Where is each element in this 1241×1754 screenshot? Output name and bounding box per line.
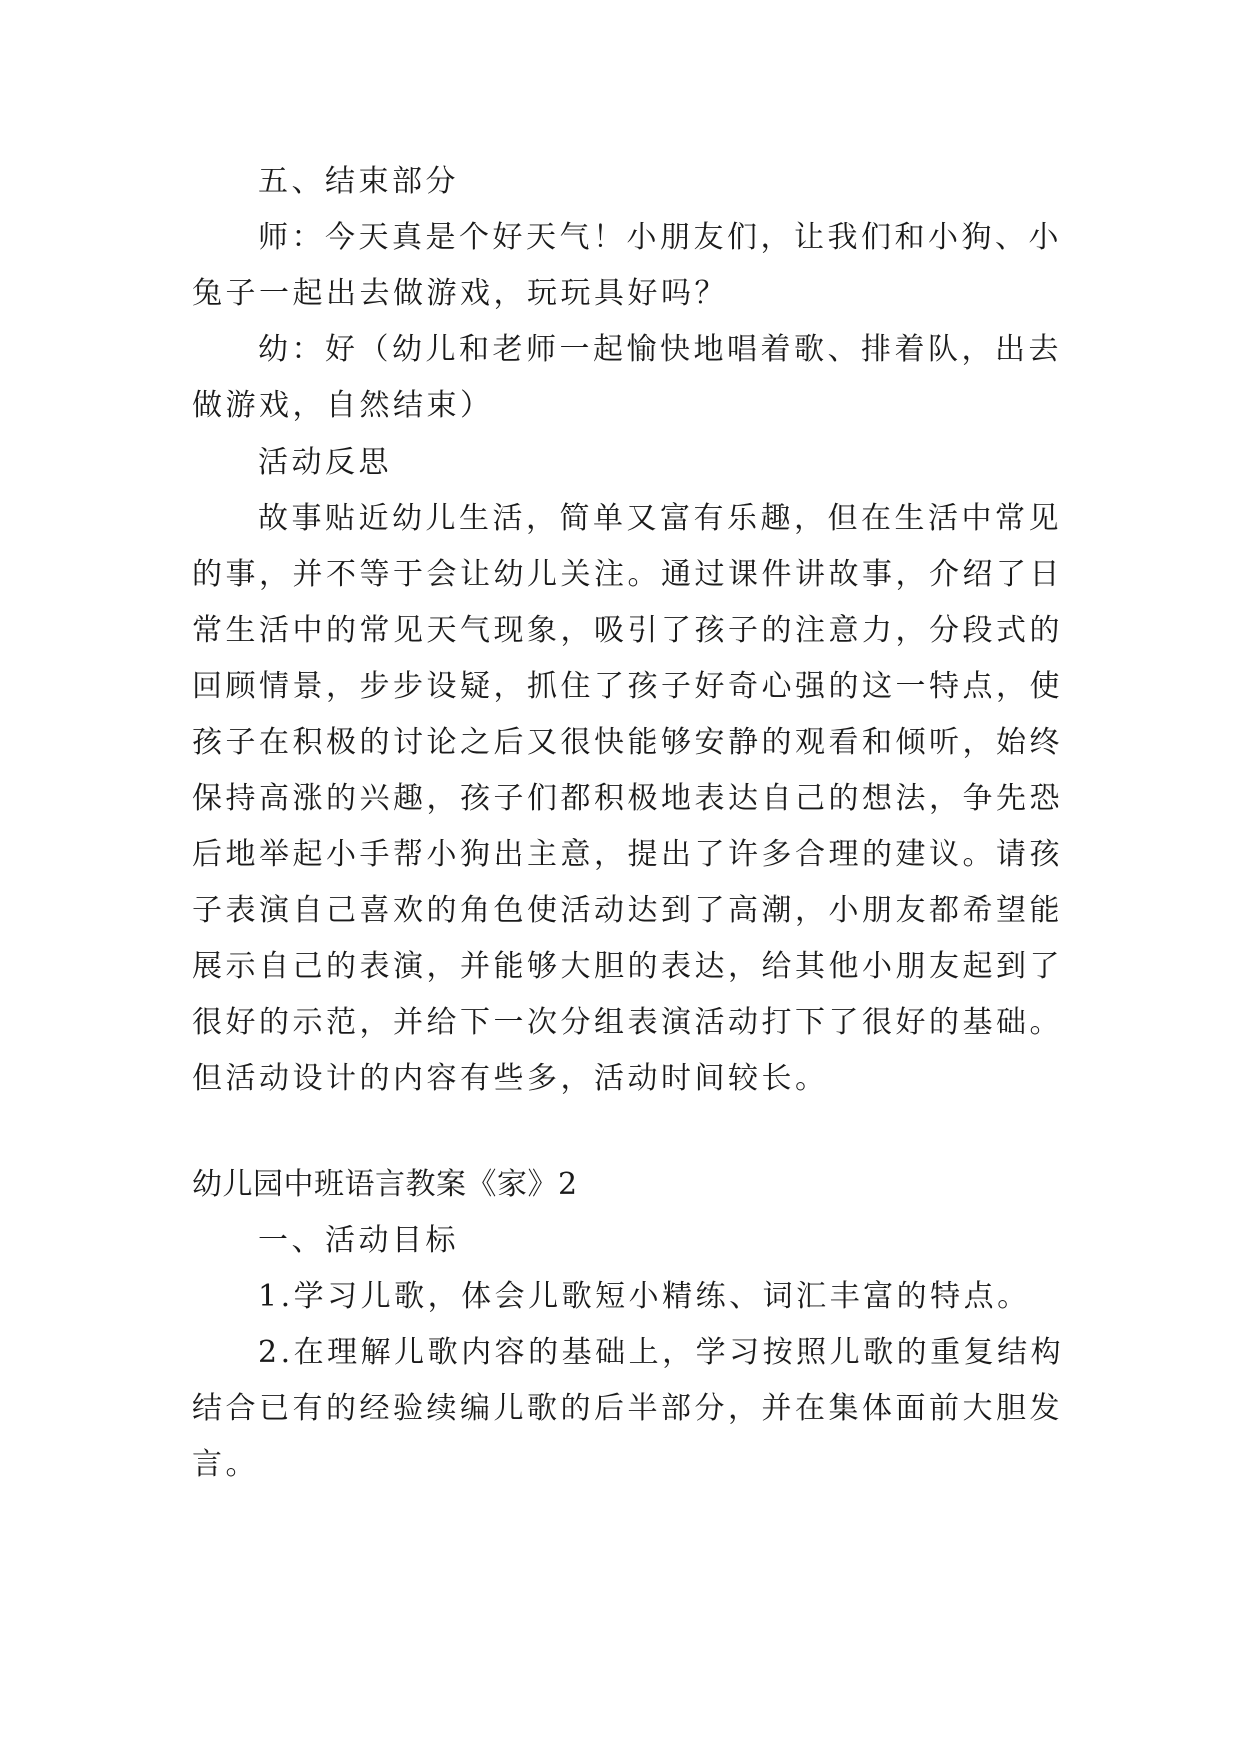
paragraph-line: 做游戏，自然结束） xyxy=(192,388,494,423)
section-heading-reflection: 活动反思 xyxy=(258,445,392,480)
paragraph-line: 故事贴近幼儿生活，简单又富有乐趣，但在生活中常见 xyxy=(258,501,1062,536)
paragraph-line: 幼：好（幼儿和老师一起愉快地唱着歌、排着队，出去 xyxy=(258,332,1062,367)
paragraph-line: 展示自己的表演，并能够大胆的表达，给其他小朋友起到了 xyxy=(192,949,1063,984)
list-item: 2.在理解儿歌内容的基础上，学习按照儿歌的重复结构 xyxy=(258,1335,1065,1370)
paragraph-line: 回顾情景，步步设疑，抓住了孩子好奇心强的这一特点，使 xyxy=(192,669,1063,704)
paragraph-line: 结合已有的经验续编儿歌的后半部分，并在集体面前大胆发 xyxy=(192,1391,1063,1426)
paragraph-line: 子表演自己喜欢的角色使活动达到了高潮，小朋友都希望能 xyxy=(192,893,1063,928)
paragraph-line: 但活动设计的内容有些多，活动时间较长。 xyxy=(192,1061,829,1096)
paragraph-line: 常生活中的常见天气现象，吸引了孩子的注意力，分段式的 xyxy=(192,613,1063,648)
paragraph-line: 保持高涨的兴趣，孩子们都积极地表达自己的想法，争先恐 xyxy=(192,781,1063,816)
paragraph-line: 师：今天真是个好天气！小朋友们，让我们和小狗、小 xyxy=(258,220,1062,255)
paragraph-line: 兔子一起出去做游戏，玩玩具好吗？ xyxy=(192,276,728,311)
paragraph-line: 后地举起小手帮小狗出主意，提出了许多合理的建议。请孩 xyxy=(192,837,1063,872)
lesson-title: 幼儿园中班语言教案《家》2 xyxy=(192,1167,578,1202)
section-heading-closing: 五、结束部分 xyxy=(258,164,459,199)
section-heading-objectives: 一、活动目标 xyxy=(258,1223,459,1258)
paragraph-line: 言。 xyxy=(192,1447,259,1482)
paragraph-line: 很好的示范，并给下一次分组表演活动打下了很好的基础。 xyxy=(192,1005,1063,1040)
paragraph-line: 的事，并不等于会让幼儿关注。通过课件讲故事，介绍了日 xyxy=(192,557,1063,592)
list-item: 1.学习儿歌，体会儿歌短小精练、词汇丰富的特点。 xyxy=(258,1279,1031,1314)
paragraph-line: 孩子在积极的讨论之后又很快能够安静的观看和倾听，始终 xyxy=(192,725,1063,760)
